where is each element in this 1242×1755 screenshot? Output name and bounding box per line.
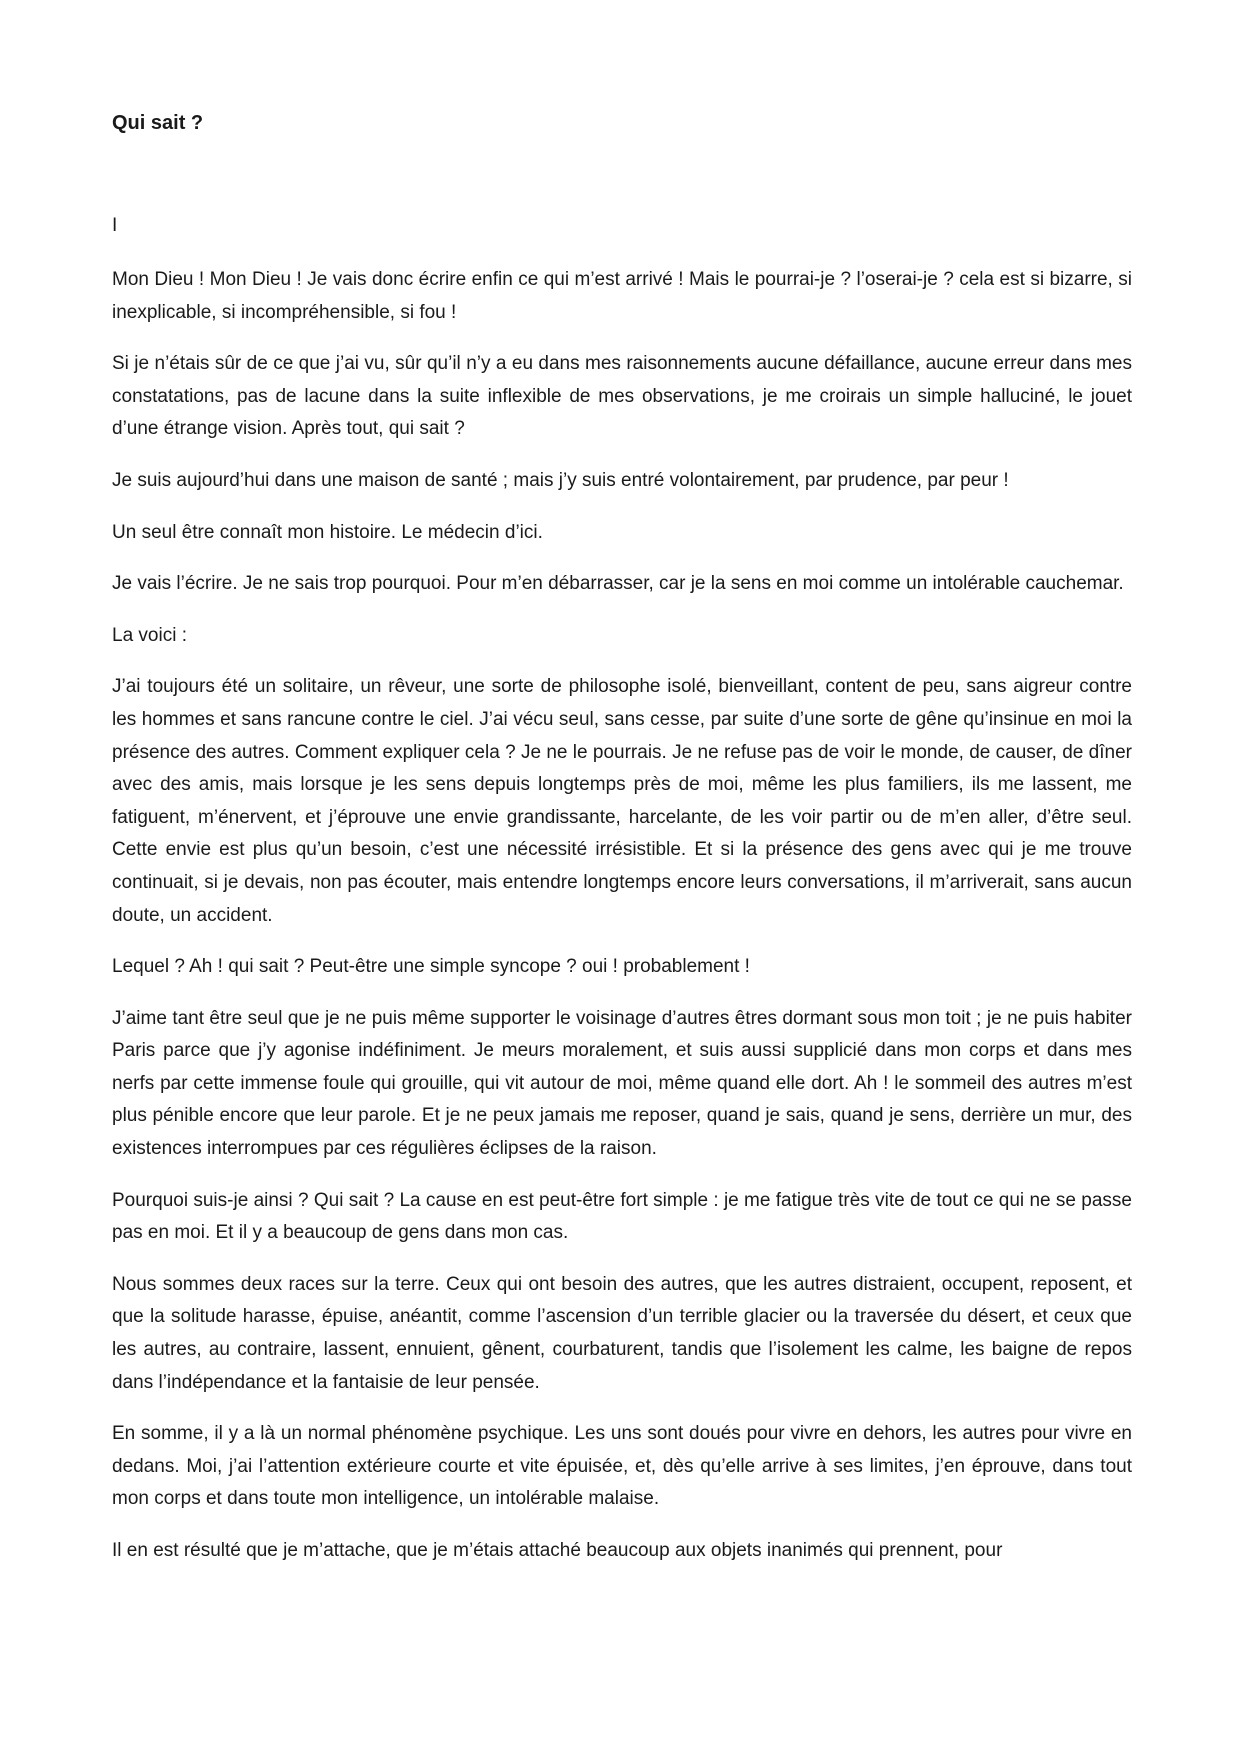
paragraph: Je suis aujourd’hui dans une maison de santé ; mais j’y suis entré volontairement, par prudence, par peur ! xyxy=(112,469,1009,491)
document-body xyxy=(112,264,1132,1587)
document-title: Qui sait ? xyxy=(112,112,204,134)
paragraph: Je vais l’écrire. Je ne sais trop pourquoi. Pour m’en débarrasser, car je la sens en moi comme un intolérable cauchemar. xyxy=(112,573,1124,595)
paragraph: Un seul être connaît mon histoire. Le médecin d’ici. xyxy=(112,521,543,543)
paragraph: Pourquoi suis-je ainsi ? Qui sait ? La cause en est peut-être fort simple : je me fatigue très vite de tout ce qui ne se passe pas en moi. Et il y a beaucoup de gens dans mon cas. xyxy=(112,1189,1132,1244)
paragraph-truncated: Il en est résulté que je m’attache, que je m’étais attaché beaucoup aux objets inanimés qui prennent, pour xyxy=(112,1540,1003,1561)
paragraph: Lequel ? Ah ! qui sait ? Peut-être une simple syncope ? oui ! probablement ! xyxy=(112,956,750,978)
chapter-number: I xyxy=(112,215,118,236)
paragraph: La voici : xyxy=(112,624,187,646)
paragraph: Si je n’étais sûr de ce que j’ai vu, sûr qu’il n’y a eu dans mes raisonnements aucune défaillance, aucune erreur dans mes constatations, pas de lacune dans la suite inflexible de mes observations, je me croirais un simple halluciné, le jouet d’une étrange vision. Après tout, qui sait ? xyxy=(112,353,1132,440)
paragraph: Nous sommes deux races sur la terre. Ceux qui ont besoin des autres, que les autres distraient, occupent, reposent, et que la solitude harasse, épuise, anéantit, comme l’ascension d’un terrible glacier ou la traversée du désert, et ceux que les autres, au contraire, lassent, ennuient, gênent, courbaturent, tandis que l’isolement les calme, les baigne de repos dans l’indépendance et la fantaisie de leur pensée. xyxy=(112,1273,1132,1393)
paragraph: J’aime tant être seul que je ne puis même supporter le voisinage d’autres êtres dormant sous mon toit ; je ne puis habiter Paris parce que j’y agonise indéfiniment. Je meurs moralement, et suis aussi supplicié dans mon corps et dans mes nerfs par cette immense foule qui grouille, qui vit autour de moi, même quand elle dort. Ah ! le sommeil des autres m’est plus pénible encore que leur parole. Et je ne peux jamais me reposer, quand je sais, quand je sens, derrière un mur, des existences interrompues par ces régulières éclipses de la raison. xyxy=(112,1007,1132,1160)
paragraph: Mon Dieu ! Mon Dieu ! Je vais donc écrire enfin ce qui m’est arrivé ! Mais le pourrai-je ? l’oserai-je ? cela est si bizarre, si inexplicable, si incompréhensible, si fou ! xyxy=(112,269,1132,323)
paragraph: J’ai toujours été un solitaire, un rêveur, une sorte de philosophe isolé, bienveillant, content de peu, sans aigreur contre les hommes et sans rancune contre le ciel. J’ai vécu seul, sans cesse, par suite d’une sorte de gêne qu’insinue en moi la présence des autres. Comment expliquer cela ? Je ne le pourrais. Je ne refuse pas de voir le monde, de causer, de dîner avec des amis, mais lorsque je les sens depuis longtemps près de moi, même les plus familiers, ils me lassent, me fatiguent, m’énervent, et j’éprouve une envie grandissante, harcelante, de les voir partir ou de m’en aller, d’être seul. Cette envie est plus qu’un besoin, c’est une nécessité irrésistible. Et si la présence des gens avec qui je me trouve continuait, si je devais, non pas écouter, mais entendre longtemps encore leurs conversations, il m’arriverait, sans aucun doute, un accident. xyxy=(112,676,1132,926)
paragraph: En somme, il y a là un normal phénomène psychique. Les uns sont doués pour vivre en dehors, les autres pour vivre en dedans. Moi, j’ai l’attention extérieure courte et vite épuisée, et, dès qu’elle arrive à ses limites, j’en éprouve, dans tout mon corps et dans toute mon intelligence, un intolérable malaise. xyxy=(112,1423,1132,1510)
